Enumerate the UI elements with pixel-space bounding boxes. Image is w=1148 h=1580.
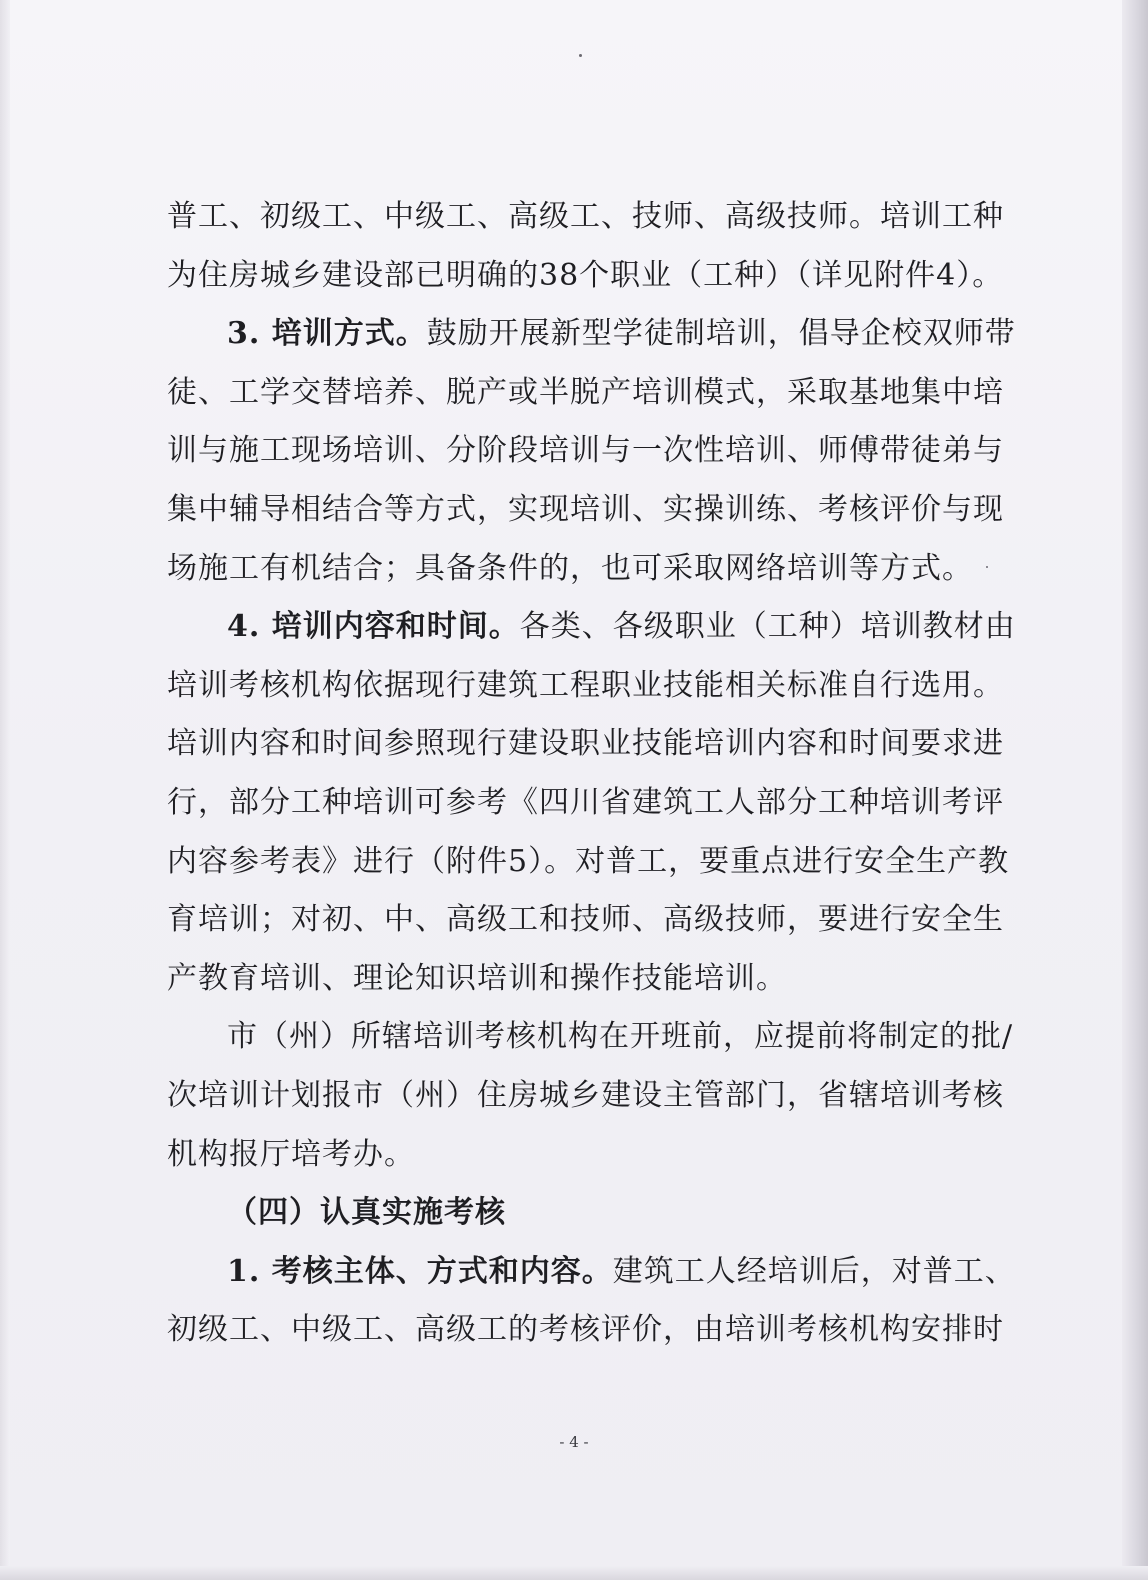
text-line [167, 657, 1004, 716]
line-text: 训与施工现场培训、分阶段培训与一次性培训、师傅带徒弟与 [167, 433, 1004, 469]
line-text: 育培训；对初、中、高级工和技师、高级技师，要进行安全生 [167, 902, 1004, 938]
line-text: 集中辅导相结合等方式，实现培训、实操训练、考核评价与现 [167, 491, 1004, 527]
text-line [167, 598, 1016, 657]
text-line [167, 1301, 1004, 1360]
bold-run: 3. 培训方式。 [227, 316, 427, 352]
line-text: 为住房城乡建设部已明确的38个职业（工种）（详见附件4）。 [167, 257, 1004, 293]
text-line [167, 247, 1004, 306]
line-text: 次培训计划报市（州）住房城乡建设主管部门，省辖培训考核 [167, 1077, 1004, 1113]
page-number: - 4 - [559, 1433, 589, 1451]
line-text: 初级工、中级工、高级工的考核评价，由培训考核机构安排时 [167, 1312, 1004, 1348]
text-line [167, 1126, 997, 1185]
text-line [167, 188, 1004, 247]
page-bottom-edge [0, 1566, 1148, 1580]
text-line [167, 422, 1004, 481]
text-line [167, 950, 997, 1009]
line-text: 市（州）所辖培训考核机构在开班前，应提前将制定的批/ [227, 1019, 1014, 1055]
line-text: 建筑工人经培训后，对普工、 [612, 1253, 1016, 1289]
text-line [167, 891, 1004, 950]
text-line [167, 540, 997, 599]
bold-run: 1. 考核主体、方式和内容。 [227, 1253, 613, 1289]
line-text: 各类、各级职业（工种）培训教材由 [519, 609, 1016, 645]
text-line [167, 1008, 1014, 1067]
page-right-edge [1122, 0, 1148, 1580]
line-text: 产教育培训、理论知识培训和操作技能培训。 [167, 960, 787, 996]
text-line [167, 715, 1004, 774]
document-body [167, 188, 1016, 1360]
page-left-edge [0, 0, 10, 1580]
line-text: 培训考核机构依据现行建筑工程职业技能相关标准自行选用。 [167, 667, 1004, 703]
line-text: 场施工有机结合；具备条件的，也可采取网络培训等方式。 [167, 550, 973, 586]
text-line [167, 305, 1016, 364]
text-line [167, 364, 1004, 423]
section-heading [167, 1184, 997, 1243]
bold-run: 4. 培训内容和时间。 [227, 609, 520, 645]
line-text: 徒、工学交替培养、脱产或半脱产培训模式，采取基地集中培 [167, 374, 1004, 410]
line-text: 行，部分工种培训可参考《四川省建筑工人部分工种培训考评 [167, 784, 1004, 820]
text-line [167, 481, 1004, 540]
text-line [167, 833, 1010, 892]
line-text: 普工、初级工、中级工、高级工、技师、高级技师。培训工种 [167, 199, 1004, 234]
scan-speck [579, 54, 582, 57]
line-text: 机构报厅培考办。 [167, 1136, 415, 1172]
text-line [167, 1067, 1004, 1126]
bold-run: （四）认真实施考核 [227, 1195, 506, 1231]
line-text: 培训内容和时间参照现行建设职业技能培训内容和时间要求进 [167, 726, 1004, 762]
line-text: 内容参考表》进行（附件5）。对普工，要重点进行安全生产教 [167, 843, 1010, 879]
line-text: 鼓励开展新型学徒制培训，倡导企校双师带 [426, 316, 1016, 352]
text-line [167, 1243, 1016, 1302]
text-line [167, 774, 1004, 833]
